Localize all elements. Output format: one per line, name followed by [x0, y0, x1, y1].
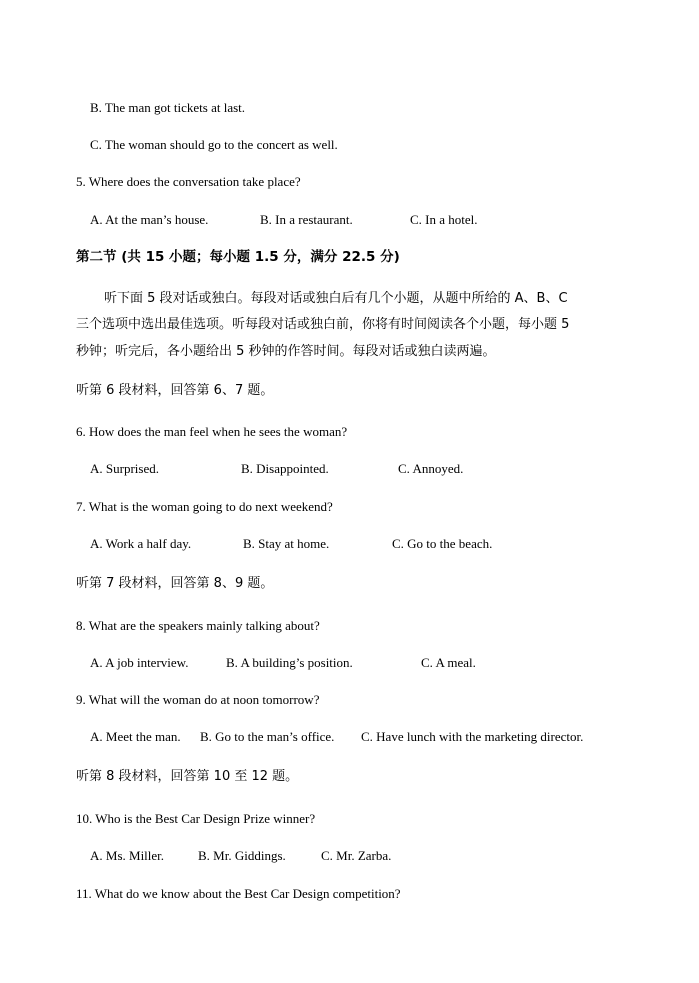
- instruction-line-2: 三个选项中选出最佳选项。听每段对话或独白前，你将有时间阅读各个小题，每小题 5: [76, 317, 570, 332]
- q7-option-c: C. Go to the beach.: [392, 536, 493, 551]
- question-10: 10. Who is the Best Car Design Prize winner?: [76, 811, 316, 826]
- q7-option-b: B. Stay at home.: [243, 536, 330, 551]
- question-6: 6. How does the man feel when he sees the woman?: [76, 424, 348, 439]
- q10-option-b: B. Mr. Giddings.: [198, 848, 286, 863]
- q6-option-a: A. Surprised.: [90, 461, 159, 476]
- q8-option-c: C. A meal.: [421, 655, 476, 670]
- q5-option-c: C. In a hotel.: [410, 212, 478, 227]
- question-5: 5. Where does the conversation take place?: [76, 174, 301, 189]
- material-7-heading: 听第 7 段材料，回答第 8、9 题。: [76, 576, 274, 591]
- q10-option-a: A. Ms. Miller.: [90, 848, 165, 863]
- instruction-line-1: 听下面 5 段对话或独白。每段对话或独白后有几个小题，从题中所给的 A、B、C: [104, 291, 568, 306]
- q10-option-c: C. Mr. Zarba.: [321, 848, 392, 863]
- q6-option-b: B. Disappointed.: [241, 461, 329, 476]
- question-8: 8. What are the speakers mainly talking about?: [76, 618, 320, 633]
- q8-option-b: B. A building’s position.: [226, 655, 353, 670]
- q8-option-a: A. A job interview.: [90, 655, 189, 670]
- instruction-line-3: 秒钟；听完后，各小题给出 5 秒钟的作答时间。每段对话或独白读两遍。: [76, 344, 496, 359]
- q5-option-b: B. In a restaurant.: [260, 212, 353, 227]
- question-11: 11. What do we know about the Best Car Design competition?: [76, 886, 401, 901]
- q9-option-c: C. Have lunch with the marketing director.: [361, 729, 584, 744]
- question-7: 7. What is the woman going to do next weekend?: [76, 499, 333, 514]
- q9-option-b: B. Go to the man’s office.: [200, 729, 335, 744]
- section-heading: 第二节 (共 15 小题；每小题 1.5 分，满分 22.5 分): [76, 249, 400, 265]
- question-9: 9. What will the woman do at noon tomorrow?: [76, 692, 320, 707]
- option-line: B. The man got tickets at last.: [90, 100, 246, 115]
- material-8-heading: 听第 8 段材料，回答第 10 至 12 题。: [76, 769, 299, 784]
- q6-option-c: C. Annoyed.: [398, 461, 464, 476]
- option-line: C. The woman should go to the concert as well.: [90, 137, 338, 152]
- q5-option-a: A. At the man’s house.: [90, 212, 209, 227]
- material-6-heading: 听第 6 段材料，回答第 6、7 题。: [76, 383, 274, 398]
- q9-option-a: A. Meet the man.: [90, 729, 181, 744]
- q7-option-a: A. Work a half day.: [90, 536, 192, 551]
